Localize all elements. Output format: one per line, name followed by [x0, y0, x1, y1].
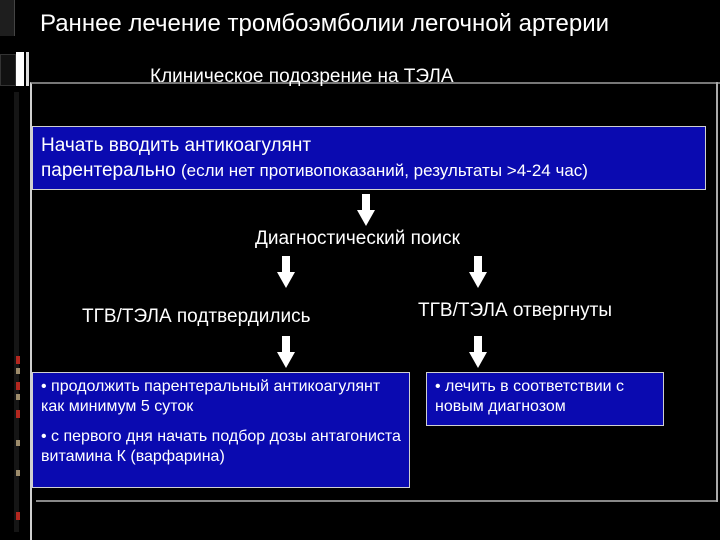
rejected-label: ТГВ/ТЭЛА отвергнуты	[418, 300, 613, 321]
down-arrow-icon	[469, 256, 487, 288]
confirmed-treatment-box	[32, 372, 410, 488]
decor-red-mark	[16, 382, 20, 390]
confirmed-item: • продолжить парентеральный антикоагулянт как минимум 5 суток	[41, 378, 381, 415]
down-arrow-icon	[469, 336, 487, 368]
decor-red-mark	[16, 410, 20, 418]
decor-tan-mark	[16, 440, 20, 446]
decor-white-bar	[16, 52, 24, 86]
confirmed-item: • с первого дня начать подбор дозы антагониста витамина К (варфарина)	[41, 428, 401, 465]
confirmed-label: ТГВ/ТЭЛА подтвердились	[82, 306, 311, 327]
slide-frame-bottom	[36, 500, 716, 502]
slide-frame-right	[716, 82, 718, 502]
start-anticoagulant-line2	[41, 158, 699, 183]
down-arrow-icon	[277, 336, 295, 368]
rejected-treatment-box	[426, 372, 664, 426]
decor-top-block	[0, 0, 15, 36]
start-anticoagulant-line1: Начать вводить антикоагулянт	[41, 135, 312, 156]
parenteral-text: парентерально	[41, 160, 176, 181]
decor-tan-mark	[16, 368, 20, 374]
contraindication-note: (если нет противопоказаний, результаты >4-24 час)	[181, 161, 588, 180]
down-arrow-icon	[357, 194, 375, 226]
slide-title: Раннее лечение тромбоэмболии легочной артерии	[40, 10, 610, 37]
decor-dark-bar	[0, 54, 16, 86]
down-arrow-icon	[277, 256, 295, 288]
decor-tan-mark	[16, 394, 20, 400]
diagnostic-search-label: Диагностический поиск	[255, 228, 460, 249]
clinical-suspicion-label: Клиническое подозрение на ТЭЛА	[150, 66, 454, 87]
decor-white-bar-thin	[26, 52, 29, 86]
decor-red-mark	[16, 512, 20, 520]
start-anticoagulant-box	[32, 126, 706, 190]
decor-tan-mark	[16, 470, 20, 476]
decor-side-strip	[14, 92, 19, 532]
decor-red-mark	[16, 356, 20, 364]
rejected-item: • лечить в соответствии с новым диагнозом	[435, 378, 625, 415]
